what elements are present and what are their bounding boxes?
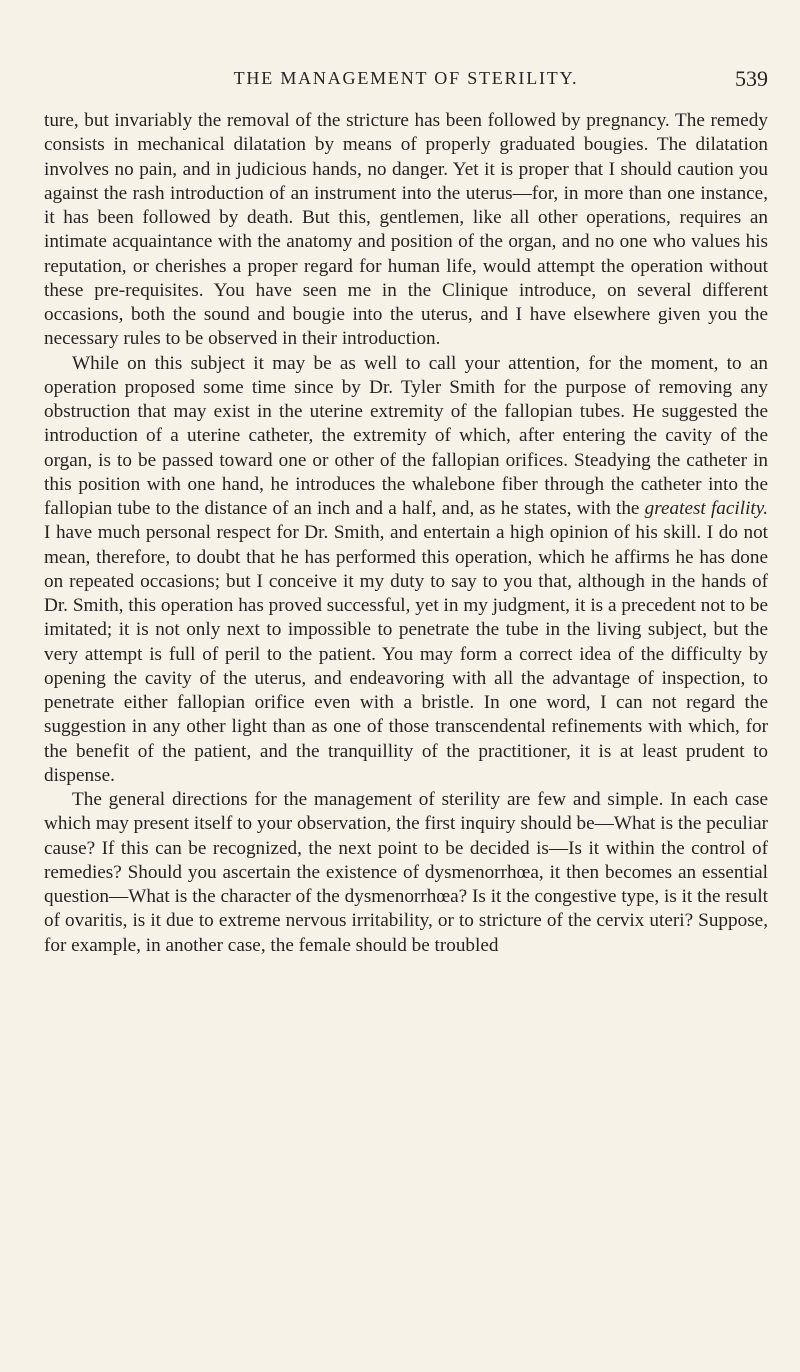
emphasized-phrase: greatest facility. <box>644 498 768 519</box>
book-page <box>44 0 768 1372</box>
running-head <box>44 66 768 94</box>
paragraph-continued: ture, but invariably the removal of the stricture has been followed by pregnancy. The remedy consists in mechanical dilatation by means of properly graduated bougies. The dilatation involves no pain, and in judicious hands, no danger. Yet it is proper that I should caution you against the rash introduction of an instrument into the uterus—for, in more than one instance, it has been followed by death. But this, gentlemen, like all other operations, requires an intimate acquaintance with the anatomy and position of the organ, and no one who values his reputation, or cherishes a proper regard for human life, would attempt the operation without these pre-requisites. You have seen me in the Clinique introduce, on several different occasions, both the sound and bougie into the uterus, and I have elsewhere given you the necessary rules to be observed in their introduction. <box>44 110 768 350</box>
paragraph-text-after-emphasis: I have much personal respect for Dr. Smith, and entertain a high opinion of his skill. I do not mean, therefore, to doubt that he has performed this operation, which he affirms he has done on repeated occasions; but I conceive it my duty to say to you that, although in the hands of Dr. Smith, this operation has proved successful, yet in my judgment, it is a precedent not to be imitated; it is not only next to impossible to penetrate the tube in the living subject, but the very attempt is full of peril to the patient. You may form a correct idea of the difficulty by opening the cavity of the uterus, and endeavoring with all the advantage of inspection, to penetrate either fallopian orifice even with a bristle. In one word, I can not regard the suggestion in any other light than as one of those transcendental refinements with which, for the benefit of the patient, and the tranquillity of the practitioner, it is at least prudent to dispense. <box>44 522 768 786</box>
paragraph-general-directions: The general directions for the management of sterility are few and simple. In each case which may present itself to your observation, the first inquiry should be—What is the peculiar cause? If this can be recognized, the next point to be decided is—Is it within the control of remedies? Should you ascertain the existence of dysmenorrhœa, it then becomes an essential question—What is the character of the dysmenorrhœa? Is it the congestive type, is it the result of ovaritis, is it due to extreme nervous irritability, or to stricture of the cervix uteri? Suppose, for example, in another case, the female should be troubled <box>44 789 768 956</box>
running-title: THE MANAGEMENT OF STERILITY. <box>233 68 579 88</box>
paragraph-text-before-emphasis: While on this subject it may be as well to call your attention, for the moment, to an operation proposed some time since by Dr. Tyler Smith for the purpose of removing any obstruction that may exist in the uterine extremity of the fallopian tubes. He suggested the introduction of a uterine catheter, the extremity of which, after entering the cavity of the organ, is to be passed toward one or other of the fallopian orifices. Steadying the catheter in this position with one hand, he introduces the whalebone fiber through the catheter into the fallopian tube to the distance of an inch and a half, and, as he states, with the <box>44 352 768 519</box>
paragraph-tyler-smith-operation <box>44 352 768 789</box>
page-number: 539 <box>735 66 768 91</box>
body-text <box>44 109 768 958</box>
